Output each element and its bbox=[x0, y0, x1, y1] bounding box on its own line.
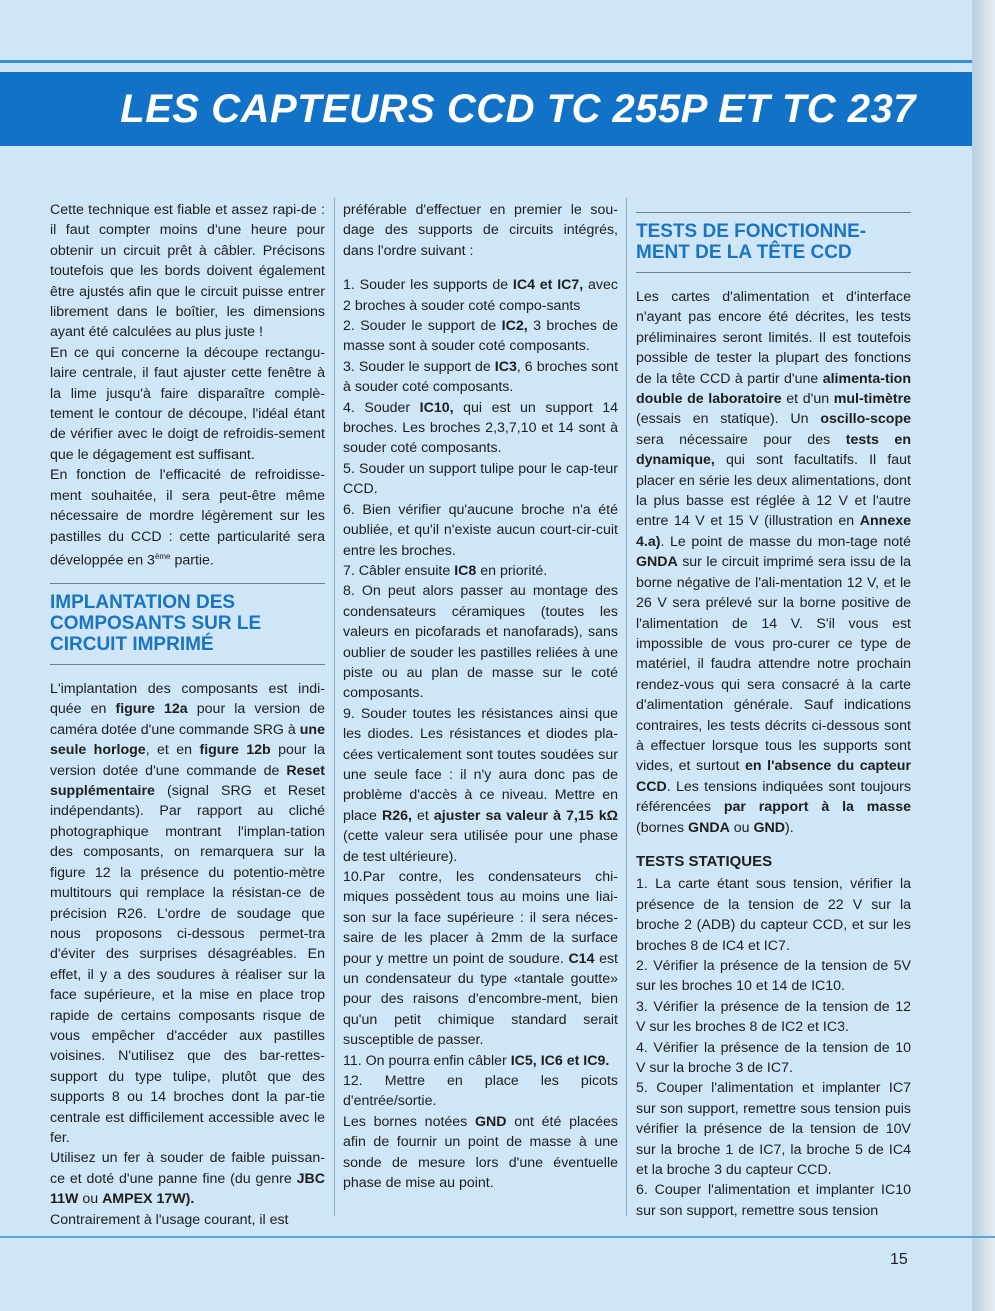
section-heading-implantation bbox=[50, 583, 325, 665]
list-item: 3. Souder le support de IC3, 6 broches sont à souder coté composants. bbox=[343, 358, 619, 396]
page-number: 15 bbox=[890, 1251, 908, 1268]
column-2 bbox=[343, 200, 618, 1194]
list-item: 6. Couper l'alimentation et implanter IC10 sur son support, remettre sous tension bbox=[636, 1182, 911, 1219]
paragraph: Cette technique est fiable et assez rapi-de : il faut compter moins d'une heure pour obtenir un circuit prêt à câbler. Précisons toutefois que les bords doivent également être ajustés afin que le circuit puisse entrer librement dans le boîtier, les dimensions ayant été calculées au plus juste ! bbox=[50, 202, 325, 341]
list-item: 3. Vérifier la présence de la tension de 12 V sur les broches 8 de IC2 et IC3. bbox=[636, 998, 911, 1036]
list-item: 1. La carte étant sous tension, vérifier la présence de la tension de 22 V sur la broche 2 (ADB) du capteur CCD, et sur les broches 8 de IC4 et IC7. bbox=[636, 876, 911, 954]
paragraph: Les bornes notées GND ont été placées afin de fournir un point de masse à une sonde de mesure lors d'une éventuelle phase de mise au point. bbox=[343, 1113, 618, 1192]
paragraph: Contrairement à l'usage courant, il est bbox=[50, 1211, 289, 1228]
list-item: 4. Vérifier la présence de la tension de 10 V sur la broche 3 de IC7. bbox=[636, 1039, 911, 1077]
list-item: 1. Souder les supports de IC4 et IC7, avec 2 broches à souder coté compo-sants bbox=[343, 277, 618, 314]
list-item: 12. Mettre en place les picots d'entrée/sortie. bbox=[343, 1073, 618, 1110]
paragraph: En ce qui concerne la découpe rectangu-laire centrale, il faut ajuster cette fenêtre à la lime jusqu'à faire disparaître complè-tement le contour de découpe, l'idéal étant de vérifier avec le doigt de refroidis-sement que le dégagement est suffisant. bbox=[50, 344, 325, 463]
page-edge-shadow bbox=[972, 0, 995, 1311]
list-item: 11. On pourra enfin câbler IC5, IC6 et IC9. bbox=[343, 1052, 610, 1069]
list-item: 5. Couper l'alimentation et implanter IC7 sur son support, remettre sous tension puis vérifier la présence de la tension de 10V sur la broche 1 de IC7, la broche 5 de IC4 et la broche 3 du capteur CCD. bbox=[636, 1080, 911, 1179]
paragraph: L'implantation des composants est indi-quée en figure 12a pour la version de caméra dotée d'une commande SRG à une seule horloge, et en figure 12b pour la version dotée d'une commande de Reset supplémentaire (signal SRG et Reset indépendants). Par rapport au cliché photographique montrant l'implan-tation des composants, on remarquera sur la figure 12 la présence du potentio-mètre multitours qui remplace la résistan-ce de précision R26. L'ordre de soudage que nous proposons ci-dessous permet-tra d'éviter des surprises désagréables. En effet, il y a des soudures à réaliser sur la face supérieure, et la mise en place trop rapide de certains composants risque de vous empêcher d'accéder aux pastilles voisines. N'utilisez que des bar-rettes-support du type tulipe, plutôt que des supports 8 ou 14 broches dont la par-tie centrale est difficilement accessible avec le fer. bbox=[50, 681, 325, 1146]
subheading: TESTS STATIQUES bbox=[636, 852, 773, 870]
list-item: 4. Souder IC10, qui est un support 14 broches. Les broches 2,3,7,10 et 14 sont à souder coté composants. bbox=[343, 399, 618, 457]
column-divider bbox=[626, 198, 627, 1216]
page-title: LES CAPTEURS CCD TC 255P ET TC 237 bbox=[120, 86, 916, 131]
paragraph: Utilisez un fer à souder de faible puissan-ce et doté d'une panne fine (du genre JBC 11W ou AMPEX 17W). bbox=[50, 1150, 325, 1208]
section-heading: TESTS DE FONCTIONNE-MENT DE LA TÊTE CCD bbox=[636, 221, 867, 263]
list-item: 7. Câbler ensuite IC8 en priorité. bbox=[343, 562, 548, 579]
bottom-rule bbox=[0, 1236, 995, 1238]
section-heading: IMPLANTATION DES COMPOSANTS SUR LE CIRCUIT IMPRIMÉ bbox=[50, 592, 262, 656]
top-rule bbox=[0, 60, 995, 63]
list-item: 8. On peut alors passer au montage des condensateurs céramiques (toutes les valeurs en picofarads et nanofarads), sans oublier de souder les pastilles reliées à une piste ou au plan de masse sur le coté composants. bbox=[343, 583, 618, 702]
list-item: 2. Vérifier la présence de la tension de 5V sur les broches 10 et 14 de IC10. bbox=[636, 958, 911, 995]
paragraph: préférable d'effectuer en premier le sou-dage des supports de circuits intégrés, dans l'ordre suivant : bbox=[343, 202, 618, 259]
section-heading-tests bbox=[636, 212, 911, 273]
column-3 bbox=[636, 200, 911, 1221]
list-item: 10.Par contre, les condensateurs chi-miques possèdent tous au moins une liai-son sur la face supérieure : il sera néces-saire de les placer à 2mm de la surface pour y mettre un point de soudure. C14 est un condensateur du type «tantale goutte» pour des raisons d'encombre-ment, bien qu'un petit chimique standard serait susceptible de passer. bbox=[343, 869, 618, 1049]
list-item: 5. Souder un support tulipe pour le cap-teur CCD. bbox=[343, 460, 618, 498]
list-item: 9. Souder toutes les résistances ainsi que les diodes. Les résistances et diodes pla-cées verticalement sont toutes soudées sur une seule face : il n'y aura donc pas de problème d'accès à ce niveau. Mettre en place R26, et ajuster sa valeur à 7,15 kΩ (cette valeur sera utilisée pour une phase de test ultérieure). bbox=[343, 705, 618, 865]
list-item: 6. Bien vérifier qu'aucune broche n'a été oubliée, et qu'il n'existe aucun court-cir-cuit entre les broches. bbox=[343, 501, 618, 559]
list-item: 2. Souder le support de IC2, 3 broches de masse sont à souder coté composants. bbox=[343, 318, 618, 355]
column-divider bbox=[334, 198, 335, 1216]
column-1 bbox=[50, 200, 325, 1230]
paragraph: Les cartes d'alimentation et d'interface n'ayant pas encore été décrites, les tests préliminaires seront limités. Il est toutefois possible de tester la plupart des fonctions de la tête CCD à partir d'une alimenta-tion double de laboratoire et d'un mul-timètre (essais en statique). Un oscillo-scope sera nécessaire pour des tests en dynamique, qui sont facultatifs. Il faut placer en série les deux alimentations, dont la plus basse est réglée à 12 V et l'autre entre 14 V et 15 V (illustration en Annexe 4.a). Le point de masse du mon-tage noté GNDA sur le circuit imprimé sera issu de la borne négative de l'ali-mentation 12 V, et le 26 V sera prélevé sur la borne positive de l'alimentation de 14 V. S'il vous est impossible de vous pro-curer ce type de matériel, il faudra attendre notre prochain rendez-vous qui sera consacré à la carte d'alimentation générale. Sauf indications contraires, les tests décrits ci-dessous sont à effectuer lorsque tous les supports sont vides, et surtout en l'absence du capteur CCD. Les tensions indiquées sont toujours référencées par rapport à la masse (bornes GNDA ou GND). bbox=[636, 289, 911, 836]
title-banner bbox=[0, 72, 972, 146]
paragraph: En fonction de l'efficacité de refroidisse-ment souhaitée, il sera peut-être même nécessaire de mordre légèrement sur les pastilles du CCD : cette particularité sera développée en 3ème partie. bbox=[50, 467, 325, 569]
